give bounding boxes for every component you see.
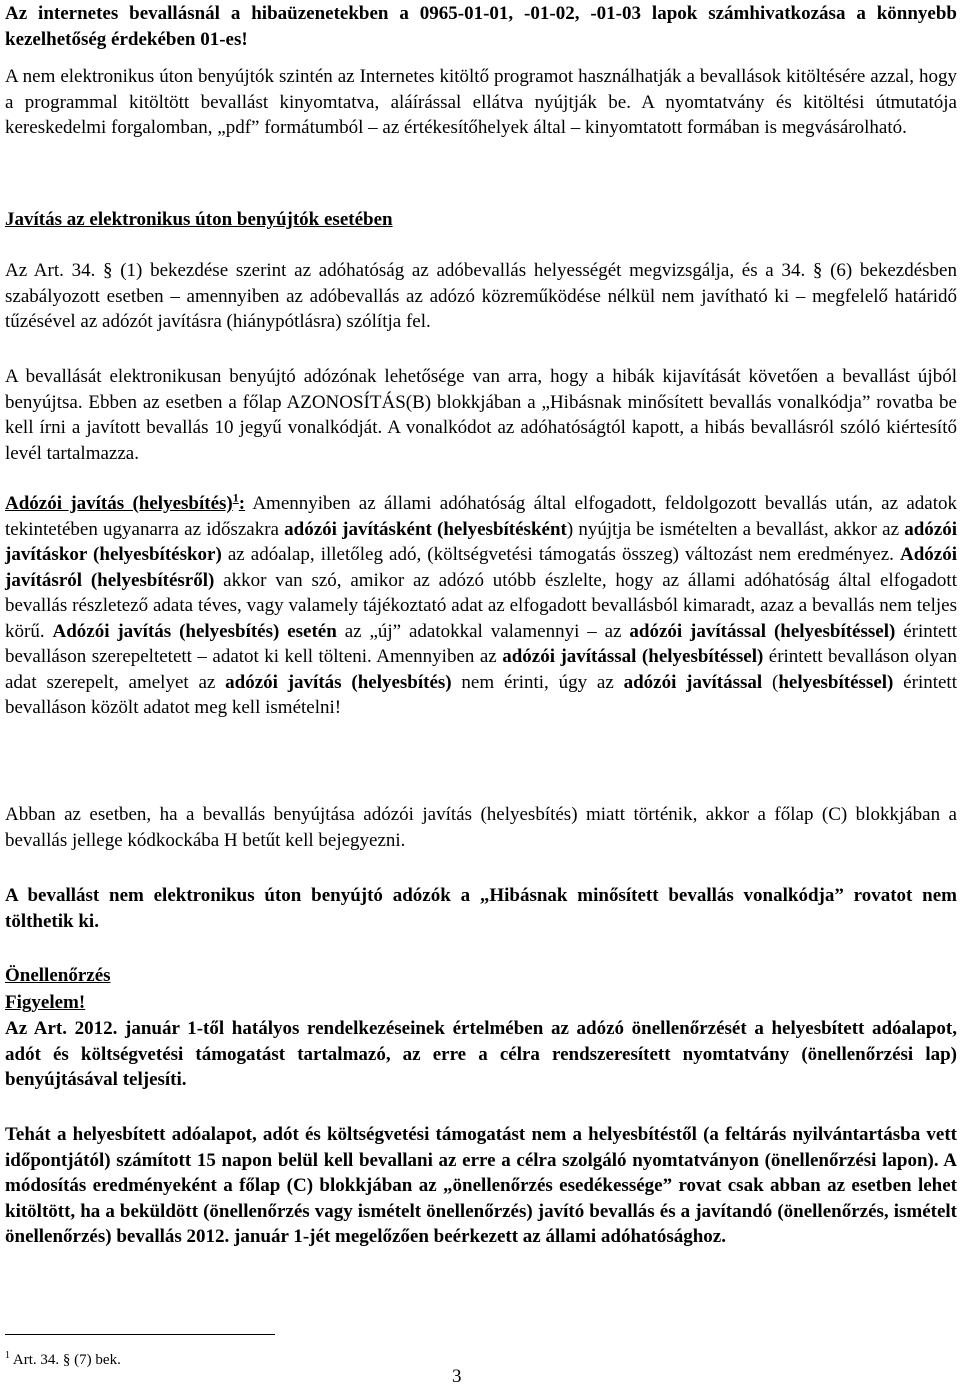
paragraph-non-electronic-barcode: A bevallást nem elektronikus úton benyújtó adózók a „Hibásnak minősített bevallás vonalkódja” rovatot nem tölthetik ki. xyxy=(5,885,957,932)
paragraph-h-code: Abban az esetben, ha a bevallás benyújtása adózói javítás (helyesbítés) miatt történik, akkor a főlap (C) blokkjában a bevallás jellege kódkockába H betűt kell bejegyezni. xyxy=(5,804,957,851)
text-segment: érintett bevalláson szerepeltetett – adatot ki kell tölteni. Amennyiben az xyxy=(5,620,958,667)
bold-segment: helyesbítéssel) xyxy=(778,671,894,693)
warning-heading: Figyelem! xyxy=(5,992,86,1013)
text-segment: érintett bevalláson közölt adatot meg kell ismételni! xyxy=(5,671,957,718)
paragraph-resubmission: A bevallását elektronikusan benyújtó adózónak lehetősége van arra, hogy a hibák kijavítását követően a bevallást újból benyújtsa. Ebben az esetben a főlap AZONOSÍTÁS(B) blokkjában a „Hibásnak minősített bevallás vonalkódja” rovatba be kell írni a javított bevallás 10 jegyű vonalkódját. A vonalkódot az adóhatóságtól kapott, a hibás bevallásról szóló kiértesítő levél tartalmazza. xyxy=(5,366,957,464)
paragraph-non-electronic-filers: A nem elektronikus úton benyújtók szintén az Internetes kitöltő programot használhatják a bevallások kitöltésére azzal, hogy a programmal kitöltött bevallást kinyomtatva, aláírással ellátva nyújtják be. A nyomtatvány és kitöltési útmutatója kereskedelmi forgalomban, „pdf” formátumból – az értékesítőhelyek által – kinyomtatott formában is megvásárolható. xyxy=(5,66,957,138)
bold-segment: adózói javítással (helyesbítéssel) xyxy=(629,620,896,642)
page-number: 3 xyxy=(452,1366,462,1387)
text-segment: ) nyújtja be ismételten a bevallást, akkor az xyxy=(566,518,905,540)
footnote-reference: 1 xyxy=(232,490,239,505)
text-segment: az adóalap, illetőleg adó, (költségvetési támogatás összeg) változást nem eredményez. xyxy=(221,544,900,565)
footnote xyxy=(5,1348,121,1374)
text-segment: akkor van szó, amikor az adózó utóbb észlelte, hogy az állami adóhatóság által elfogadott bevallás részletező adata téves, vagy valamely tájékoztató adat az elfogadott bevallásból kimaradt, azaz a bevallás nem teljes körű. xyxy=(5,569,957,642)
bold-segment: adózói javítás (helyesbítés) xyxy=(225,671,452,693)
paragraph-art-2012: Az Art. 2012. január 1-től hatályos rendelkezéseinek értelmében az adózó önellenőrzését a helyesbített adóalapot, adót és költségvetési támogatást tartalmazó, az erre a célra rendszeresített nyomtatvány (önellenőrzési lap) benyújtásával teljesíti. xyxy=(5,1018,957,1090)
paragraph-art34: Az Art. 34. § (1) bekezdése szerint az adóhatóság az adóbevallás helyességét megvizsgálja, és a 34. § (6) bekezdésben szabályozott esetben – amennyiben az adóbevallás az adózó közreműködése nélkül nem javítható ki – megfelelő határidő tűzésével az adózót javításra (hiánypótlásra) szólítja fel. xyxy=(5,260,957,332)
section-heading-correction: Javítás az elektronikus úton benyújtók esetében xyxy=(5,209,393,230)
text-segment: az „új” adatokkal valamennyi – az xyxy=(336,620,630,642)
footnote-separator xyxy=(5,1334,275,1335)
bold-segment: Adózói javításról (helyesbítésről) xyxy=(5,544,957,591)
paragraph-taxpayer-correction xyxy=(5,491,957,721)
footnote-number: 1 xyxy=(5,1350,10,1361)
text-segment: érintett bevalláson olyan adat szerepelt, amelyet az xyxy=(5,646,957,693)
bold-segment: adózói javítással xyxy=(623,671,763,693)
bold-segment: adózói javítással (helyesbítéssel) xyxy=(502,646,764,667)
intro-note: Az internetes bevallásnál a hibaüzenetekben a 0965-01-01, -01-02, -01-03 lapok számhivatkozása a könnyebb kezelhetőség érdekében 01-es! xyxy=(5,3,957,50)
bold-segment: Adózói javítás (helyesbítés) esetén xyxy=(52,620,337,642)
text-segment: nem érinti, úgy az xyxy=(451,671,624,693)
term-taxpayer-correction: Adózói javítás (helyesbítés) xyxy=(5,493,233,514)
footnote-text: Art. 34. § (7) bek. xyxy=(10,1352,121,1368)
colon: : xyxy=(238,493,246,514)
text-segment: Amennyiben az állami adóhatóság által elfogadott, feldolgozott bevallás után, az adatok tekintetében ugyanarra az időszakra xyxy=(5,493,957,540)
bold-segment: adózói javításként (helyesbítésként xyxy=(284,518,567,540)
bold-segment: adózói javításkor (helyesbítéskor) xyxy=(5,518,957,565)
paragraph-15-days: Tehát a helyesbített adóalapot, adót és költségvetési támogatást nem a helyesbítéstől (a feltárás nyilvántartásba vett időpontjától) számított 15 napon belül kell bevallani az erre a célra szolgáló nyomtatványon (önellenőrzési lapon). A módosítás eredményeként a főlap (C) blokkjában az „önellenőrzés esedékessége” rovat csak abban az esetben lehet kitöltött, ha a beküldött (önellenőrzés vagy ismételt önellenőrzés) javító bevallás és a javítandó (önellenőrzés, ismételt önellenőrzés) bevallás 2012. január 1-jét megelőzően beérkezett az állami adóhatósághoz. xyxy=(5,1124,957,1247)
section-heading-self-revision: Önellenőrzés xyxy=(5,965,111,986)
text-segment: ( xyxy=(762,671,779,693)
